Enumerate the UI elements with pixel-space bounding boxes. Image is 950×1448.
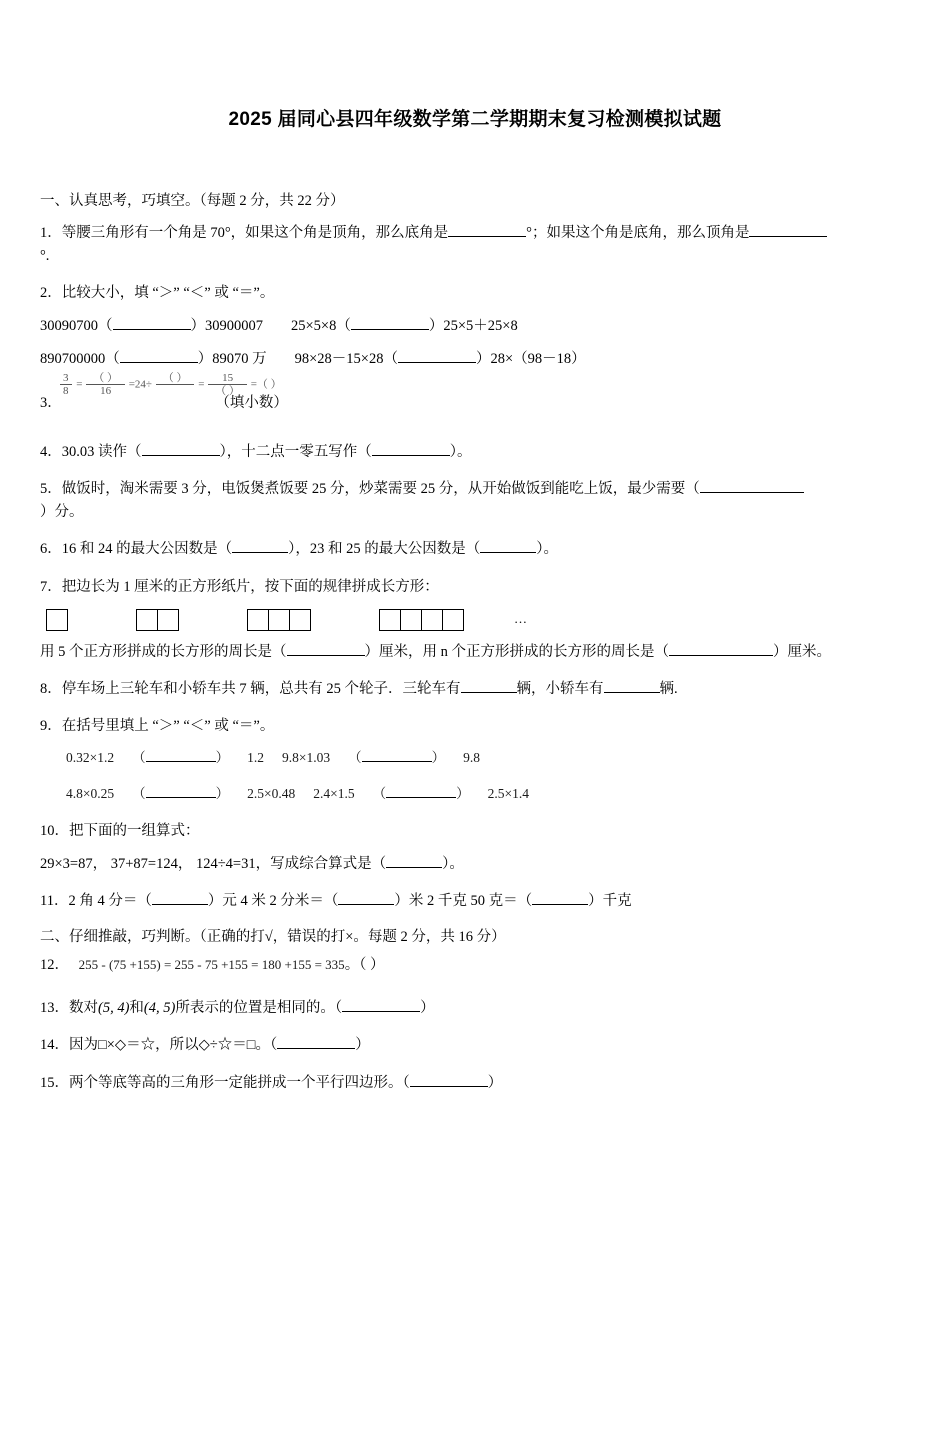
answer-blank[interactable] xyxy=(342,1011,420,1012)
answer-blank[interactable] xyxy=(372,455,450,456)
question-2-text: 比较大小，填 “＞” “＜” 或 “＝”。 xyxy=(61,285,275,302)
square-cell xyxy=(247,609,269,631)
expr-a2: 4.8×0.25 xyxy=(66,785,115,801)
square-cell xyxy=(157,609,179,631)
question-2-row-2 xyxy=(40,349,910,370)
fraction-numerator: 3 xyxy=(63,371,69,384)
question-6-text-b: ），23 和 25 的最大公因数是（ xyxy=(288,541,481,558)
question-11-text-c: ）米 2 千克 50 克＝（ xyxy=(394,892,533,909)
question-10-tail-b: ）。 xyxy=(442,855,464,872)
question-10-expressions xyxy=(40,853,910,876)
question-1-text-a: 等腰三角形有一个角是 70°，如果这个角是顶角，那么底角是 xyxy=(61,225,449,242)
question-4-text-c: ）。 xyxy=(449,443,472,460)
expr-c1: 9.8×1.03 xyxy=(282,750,331,766)
inequality-row-2 xyxy=(40,784,910,804)
question-7 xyxy=(40,576,910,599)
fraction-15-blank[interactable]: $\frac{15}{( )}$ xyxy=(208,372,247,398)
fraction-numerator-blank: （ ） xyxy=(93,371,118,384)
question-5-text-a: 做饭时，淘米需要 3 分，电饭煲煮饭要 25 分，炒菜需要 25 分，从开始做饭到能吃上饭，最少需要（ xyxy=(61,481,700,498)
fraction-3-8 xyxy=(60,372,72,398)
answer-blank[interactable] xyxy=(338,904,394,905)
question-4 xyxy=(40,441,910,464)
square-cell xyxy=(379,609,401,631)
question-6-number: 6． xyxy=(40,541,62,558)
answer-blank[interactable] xyxy=(604,692,660,693)
answer-blank[interactable] xyxy=(386,867,442,868)
question-12 xyxy=(40,954,910,977)
question-11-text-b: ）元 4 米 2 分米＝（ xyxy=(207,892,339,909)
square-cell xyxy=(400,609,422,631)
question-2-row-1 xyxy=(40,316,910,337)
square-cell xyxy=(421,609,443,631)
fraction-denominator: 16 xyxy=(86,384,125,398)
question-7-number: 7． xyxy=(40,578,62,595)
question-15-text-a: 两个等底等高的三角形一定能拼成一个平行四边形。（ xyxy=(69,1074,410,1091)
compare-right-1: ）30900007 xyxy=(190,317,263,334)
answer-blank[interactable] xyxy=(232,552,288,553)
equals-3: = xyxy=(198,378,205,391)
question-3-number: 3． xyxy=(40,394,62,411)
question-13 xyxy=(40,997,910,1020)
answer-blank[interactable] xyxy=(532,904,588,905)
question-10-tail-a: 写成综合算式是（ xyxy=(270,855,387,872)
square-group-2 xyxy=(136,609,179,631)
answer-paren[interactable]: （ ） xyxy=(348,750,446,766)
answer-blank[interactable] xyxy=(287,655,365,656)
question-12-tail[interactable]: 。（ ） xyxy=(344,957,385,974)
question-11 xyxy=(40,890,910,913)
inequality-row-1 xyxy=(40,748,910,768)
question-15-text-b: ） xyxy=(487,1074,503,1091)
square-cell xyxy=(136,609,158,631)
square-pattern-diagram xyxy=(40,609,910,631)
question-7-tail xyxy=(40,641,910,664)
answer-paren[interactable]: （ ） xyxy=(132,750,230,766)
expr-c2: 2.4×1.5 xyxy=(313,785,355,801)
question-13-text-b: 所表示的位置是相同的。（ xyxy=(175,1000,343,1017)
question-7-tail-a: 用 5 个正方形拼成的长方形的周长是（ xyxy=(40,643,287,660)
equals-1: = xyxy=(76,378,83,391)
expr-b2: 2.5×0.48 xyxy=(247,785,296,801)
question-14-text-b: ） xyxy=(355,1037,370,1054)
question-9-number: 9． xyxy=(40,718,62,735)
question-12-expression: 255 - (75 +155) = 255 - 75 +155 = 180 +155 = 335 xyxy=(78,957,345,973)
question-11-text-d: ）千克 xyxy=(588,892,632,909)
answer-blank[interactable] xyxy=(448,236,526,237)
fraction-blank-a[interactable]: （ ） xyxy=(156,372,195,398)
answer-blank[interactable] xyxy=(410,1086,488,1087)
question-9-text: 在括号里填上 “＞” “＜” 或 “＝”。 xyxy=(61,718,275,735)
question-13-number: 13． xyxy=(40,1000,69,1017)
answer-blank[interactable] xyxy=(398,362,476,363)
question-11-number: 11． xyxy=(40,892,69,909)
answer-paren[interactable]: （ ） xyxy=(372,785,470,801)
answer-blank[interactable] xyxy=(277,1048,355,1049)
question-7-text: 把边长为 1 厘米的正方形纸片，按下面的规律拼成长方形： xyxy=(61,578,439,595)
compare-right-3: ）89070 万 xyxy=(197,350,267,367)
question-1-text-c: °. xyxy=(40,248,50,265)
question-14-number: 14． xyxy=(40,1037,69,1054)
answer-blank[interactable] xyxy=(142,455,220,456)
compare-left-2: 25×5×8（ xyxy=(291,317,351,334)
question-8-number: 8． xyxy=(40,681,62,697)
expr-a1: 0.32×1.2 xyxy=(66,750,115,766)
question-4-number: 4． xyxy=(40,443,62,460)
expr-d1: 9.8 xyxy=(463,750,480,766)
question-14-text-a: 因为□×◇＝☆，所以◇÷☆＝□。（ xyxy=(69,1037,278,1054)
answer-blank[interactable] xyxy=(669,655,773,656)
coordinate-pair-2: (4, 5) xyxy=(143,1000,176,1017)
square-cell xyxy=(289,609,311,631)
question-13-text-a: 数对 xyxy=(69,1000,98,1017)
question-5 xyxy=(40,478,910,524)
document-body xyxy=(40,191,910,1095)
compare-left-3: 890700000（ xyxy=(40,350,120,367)
question-15 xyxy=(40,1072,910,1095)
document-page xyxy=(0,104,950,1448)
question-8 xyxy=(40,678,910,701)
answer-blank[interactable] xyxy=(120,362,198,363)
answer-blank[interactable] xyxy=(461,692,517,693)
question-2-number: 2． xyxy=(40,285,62,302)
question-3 xyxy=(40,371,910,415)
square-group-1 xyxy=(46,609,68,631)
square-cell xyxy=(268,609,290,631)
question-6-text-c: ）。 xyxy=(536,541,558,558)
coordinate-pair-1: (5, 4) xyxy=(98,1000,130,1017)
page-title: 2025 届同心县四年级数学第二学期期末复习检测模拟试题 xyxy=(228,109,722,130)
question-13-mid: 和 xyxy=(129,1000,144,1017)
compare-left-4: 98×28－15×28（ xyxy=(294,350,398,367)
question-12-number: 12． xyxy=(40,957,69,974)
compare-left-1: 30090700（ xyxy=(40,317,113,334)
question-14 xyxy=(40,1034,910,1057)
section-2-heading: 二、仔细推敲，巧判断。（正确的打√，错误的打×。每题 2 分，共 16 分） xyxy=(40,929,506,946)
question-7-tail-c: ）厘米。 xyxy=(773,643,831,660)
fraction-numerator: 15 xyxy=(222,371,234,384)
question-8-text-c: 辆. xyxy=(659,681,678,697)
question-5-number: 5． xyxy=(40,481,62,498)
question-2 xyxy=(40,282,910,305)
question-4-text-a: 30.03 读作（ xyxy=(61,443,142,460)
question-10-number: 10． xyxy=(40,822,69,839)
compare-right-4: ）28×（98－18） xyxy=(475,350,586,367)
question-1-number: 1． xyxy=(40,225,62,242)
section-1-heading: 一、认真思考，巧填空。（每题 2 分，共 22 分） xyxy=(40,193,345,209)
question-1-text-b: °；如果这个角是底角，那么顶角是 xyxy=(526,225,750,242)
equals-2: =24÷ xyxy=(128,378,152,391)
question-10 xyxy=(40,820,910,843)
answer-blank[interactable] xyxy=(152,904,208,905)
square-group-3 xyxy=(247,609,311,631)
compare-right-2: ）25×5＋25×8 xyxy=(428,317,518,334)
fraction-blank-16[interactable] xyxy=(86,372,125,398)
question-3-note: （填小数） xyxy=(215,394,288,411)
expr-b1: 1.2 xyxy=(247,750,264,766)
square-group-4 xyxy=(379,609,464,631)
answer-paren[interactable]: （ ） xyxy=(132,785,230,801)
question-15-number: 15． xyxy=(40,1074,69,1091)
question-8-text-a: 停车场上三轮车和小轿车共 7 辆，总共有 25 个轮子．三轮车有 xyxy=(61,681,461,697)
square-cell xyxy=(442,609,464,631)
question-11-text-a: 2 角 4 分＝（ xyxy=(68,892,152,909)
fraction-expression xyxy=(58,372,282,398)
fraction-denominator: 8 xyxy=(60,384,72,398)
ellipsis: … xyxy=(514,611,529,627)
question-8-text-b: 辆，小轿车有 xyxy=(516,681,604,697)
answer-blank[interactable] xyxy=(351,329,429,330)
answer-blank[interactable] xyxy=(700,492,804,493)
fraction-tail: =（ ） xyxy=(250,378,282,391)
question-10-text: 把下面的一组算式： xyxy=(69,822,200,839)
square-cell xyxy=(46,609,68,631)
question-4-text-b: ），十二点一零五写作（ xyxy=(219,443,372,460)
question-7-tail-b: ）厘米，用 n 个正方形拼成的长方形的周长是（ xyxy=(364,643,669,660)
answer-blank[interactable] xyxy=(113,329,191,330)
question-5-text-b: ）分。 xyxy=(40,504,84,521)
question-6-text-a: 16 和 24 的最大公因数是（ xyxy=(61,541,233,558)
question-9 xyxy=(40,715,910,738)
question-9-rows xyxy=(40,748,910,803)
answer-blank[interactable] xyxy=(749,236,827,237)
question-13-text-c: ） xyxy=(420,1000,435,1017)
expr-d2: 2.5×1.4 xyxy=(487,785,529,801)
answer-blank[interactable] xyxy=(480,552,536,553)
expression-list: 29×3=87， 37+87=124， 124÷4=31， xyxy=(40,855,271,872)
question-1 xyxy=(40,222,910,268)
question-6 xyxy=(40,538,910,561)
